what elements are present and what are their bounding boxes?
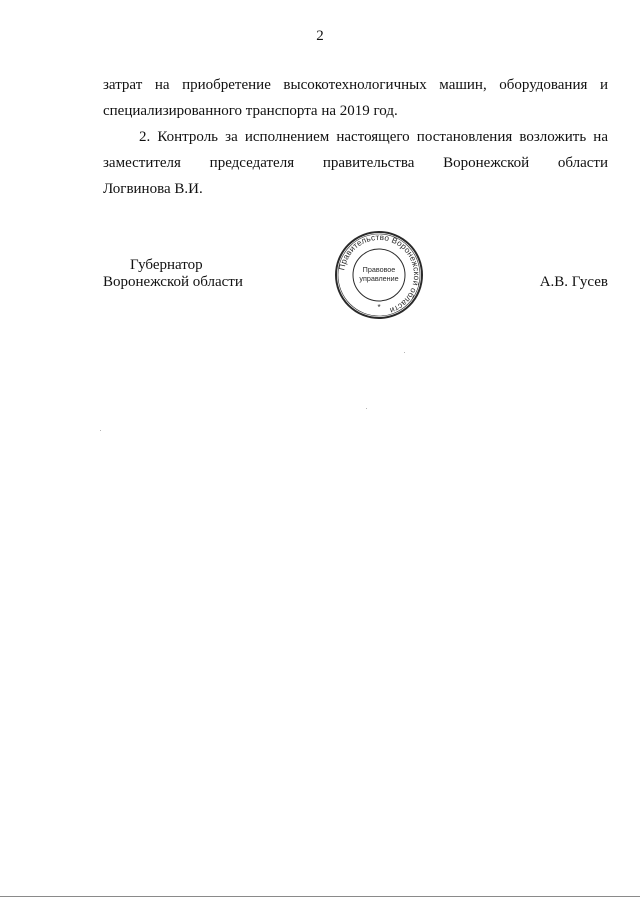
signature-name: А.В. Гусев: [539, 274, 608, 290]
paragraph-1-line-1: затрат на приобретение высокотехнологичных машин, оборудования и: [103, 77, 608, 93]
stamp-outer-text: Правительство Воронежской области: [337, 232, 422, 316]
scan-edge-line: [0, 896, 640, 897]
stamp-inner-line-1: Правовое: [362, 265, 396, 274]
signature-position-line-2: Воронежской области: [103, 274, 243, 290]
paragraph-1-line-2: специализированного транспорта на 2019 год.: [103, 103, 398, 119]
stamp-star-icon: *: [377, 303, 381, 312]
official-stamp: [334, 230, 424, 320]
stamp-inner-line-2: управление: [359, 274, 399, 283]
paragraph-2-line-1: 2. Контроль за исполнением настоящего постановления возложить на: [139, 129, 608, 145]
scan-speck: [366, 408, 367, 409]
scan-speck: [100, 430, 101, 431]
paragraph-2: [103, 124, 608, 202]
page-number: 2: [316, 28, 324, 44]
scan-speck: [404, 352, 405, 353]
paragraph-1: [103, 72, 608, 124]
signature-position-line-1: Губернатор: [130, 257, 203, 273]
paragraph-2-line-2: заместителя председателя правительства Воронежской области: [103, 155, 608, 171]
paragraph-2-line-3: Логвинова В.И.: [103, 181, 203, 197]
